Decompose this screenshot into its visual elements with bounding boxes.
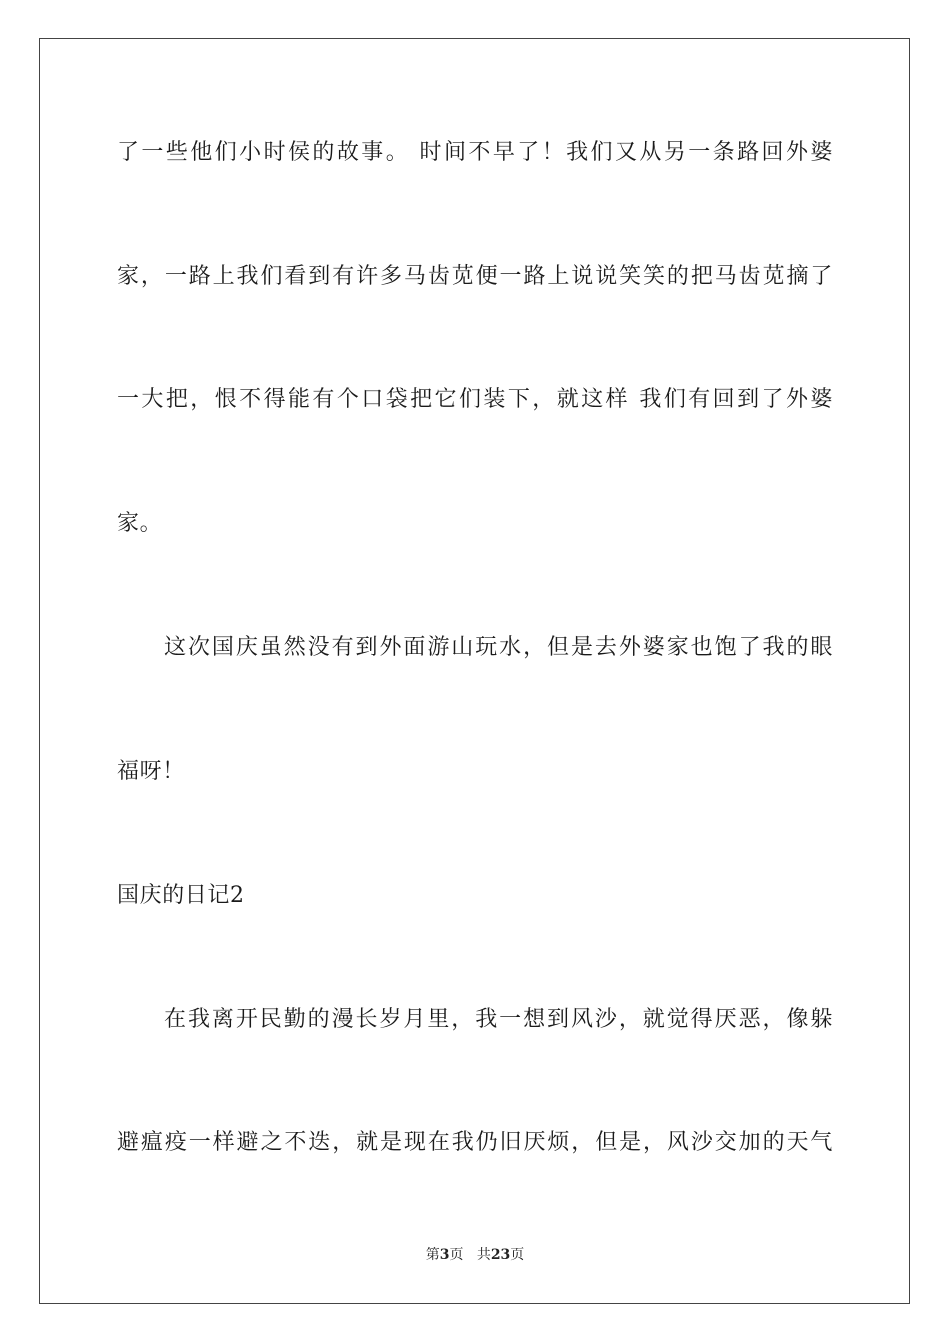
page-total-label: 共23页 — [476, 1247, 525, 1263]
page-number-label: 第3页 — [425, 1247, 464, 1263]
page-border — [39, 38, 910, 1304]
paragraph-first-line: 在我离开民勤的漫长岁月里，我一想到风沙，就觉得厌恶，像躲 — [164, 1007, 833, 1032]
body-text-line: 一大把，恨不得能有个口袋把它们装下，就这样 我们有回到了外婆 — [117, 387, 833, 412]
section-heading: 国庆的日记2 — [117, 883, 245, 908]
paragraph-first-line: 这次国庆虽然没有到外面游山玩水，但是去外婆家也饱了我的眼 — [164, 635, 833, 660]
body-text-line: 家，一路上我们看到有许多马齿苋便一路上说说笑笑的把马齿苋摘了 — [117, 264, 833, 289]
body-text-line: 了一些他们小时侯的故事。 时间不早了！我们又从另一条路回外婆 — [117, 140, 833, 165]
page-footer — [0, 1246, 950, 1264]
body-text-line: 福呀！ — [117, 759, 185, 784]
body-text-line: 家。 — [117, 511, 163, 536]
body-text-line: 避瘟疫一样避之不迭，就是现在我仍旧厌烦，但是，风沙交加的天气 — [117, 1130, 833, 1155]
